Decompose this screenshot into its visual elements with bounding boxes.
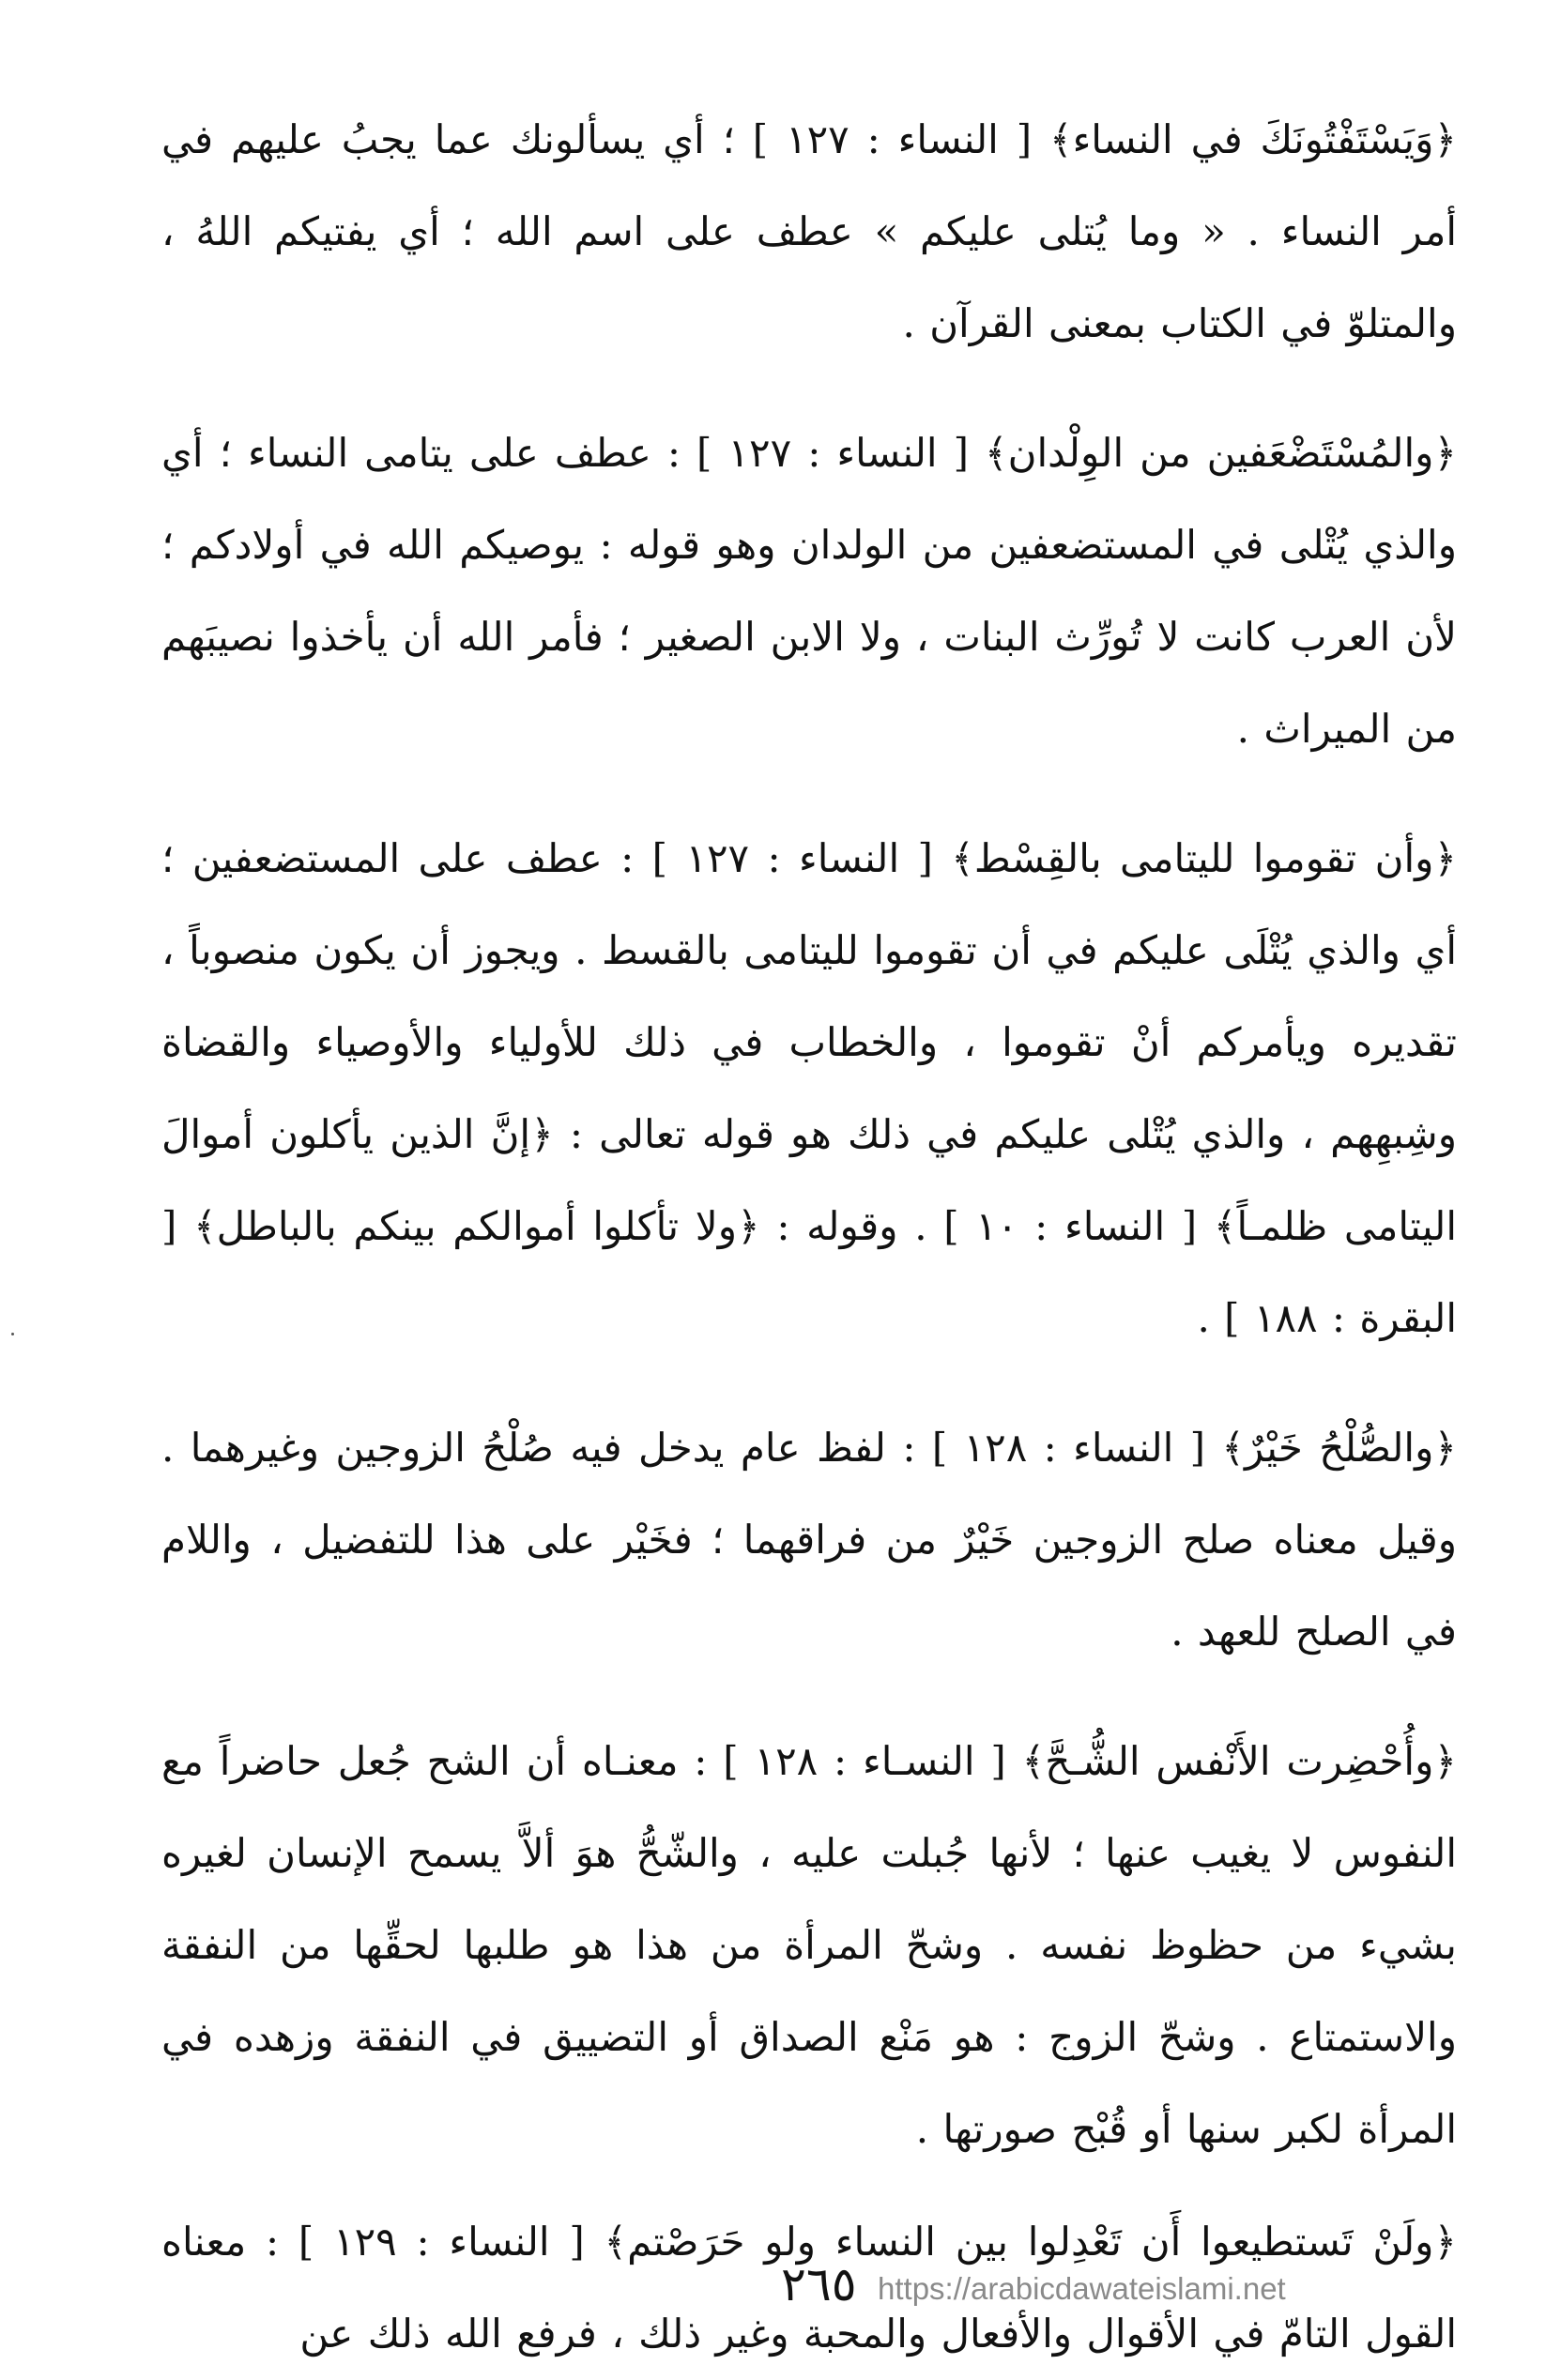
- paragraph-qist: ﴿وأن تقوموا لليتامى بالقِسْط﴾ [ النساء : ١٢٧ ] : عطف على المستضعفين ؛ أي والذي يُتْلَى عليكم في أن تقوموا لليتامى بالقسط . ويجوز أن يكون منصوباً ، تقديره ويأمركم أنْ تقوموا ، والخطاب في ذلك للأولياء والأوصياء والقضاة وشِبهِهم ، والذي يُتْلى عليكم في ذلك هو قوله تعالى : ﴿إنَّ الذين يأكلون أموالَ اليتامى ظلمـاً﴾ [ النساء : ١٠ ] . وقوله : ﴿ولا تأكلوا أموالكم بينكم بالباطل﴾ [ البقرة : ١٨٨ ] .: [161, 835, 1458, 1341]
- scan-speck: [11, 1333, 14, 1335]
- main-text: [161, 94, 1457, 2380]
- paragraph-yastaftunaka: ﴿وَيَسْتَفْتُونَكَ في النساء﴾ [ النساء : ١٢٧ ] ؛ أي يسألونك عما يجبُ عليهم في أمر النساء . « وما يُتلى عليكم » عطف على اسم الله ؛ أي يفتيكم اللهُ ، والمتلوّ في الكتاب بمعنى القرآن .: [161, 116, 1457, 346]
- paragraph-shuhh: ﴿وأُحْضِرت الأَنْفس الشُّـحَّ﴾ [ النسـاء : ١٢٨ ] : معنـاه أن الشح جُعل حاضراً مع النفوس لا يغيب عنها ؛ لأنها جُبلت عليه ، والشّحُّ هوَ ألاَّ يسمح الإنسان لغيره بشيء من حظوظ نفسه . وشحّ المرأة من هذا هو طلبها لحقِّها من النفقة والاستمتاع . وشحّ الزوج : هو مَنْع الصداق أو التضييق في النفقة وزهده في المرأة لكبر سنها أو قُبْح صورتها .: [161, 1738, 1457, 2152]
- paragraph-mustadafin: ﴿والمُسْتَضْعَفين من الوِلْدان﴾ [ النساء : ١٢٧ ] : عطف على يتامى النساء ؛ أي والذي يُتْلى في المستضعفين من الولدان وهو قوله : يوصيكم الله في أولادكم ؛ لأن العرب كانت لا تُورِّث البنات ، ولا الابن الصغير ؛ فأمر الله أن يأخذوا نصيبَهم من الميراث .: [161, 430, 1458, 752]
- paragraph-sulh: ﴿والصُّلْحُ خَيْرٌ﴾ [ النساء : ١٢٨ ] : لفظ عام يدخل فيه صُلْحُ الزوجين وغيرهما . وقيل معناه صلح الزوجين خَيْرٌ من فراقهما ؛ فخَيْر على هذا للتفضيل ، واللام في الصلح للعهد .: [161, 1425, 1457, 1655]
- paragraph-adl: ﴿ولَنْ تَستطيعوا أَن تَعْدِلوا بين النساء ولو حَرَصْتم﴾ [ النساء : ١٢٩ ] : معناه القول التامّ في الأقوال والأفعال والمحبة وغير ذلك ، فرفع الله ذلك عن: [161, 2219, 1458, 2357]
- page-number: ٢٦٥: [781, 2257, 857, 2311]
- watermark-url: https://arabicdawateislami.net: [878, 2271, 1286, 2306]
